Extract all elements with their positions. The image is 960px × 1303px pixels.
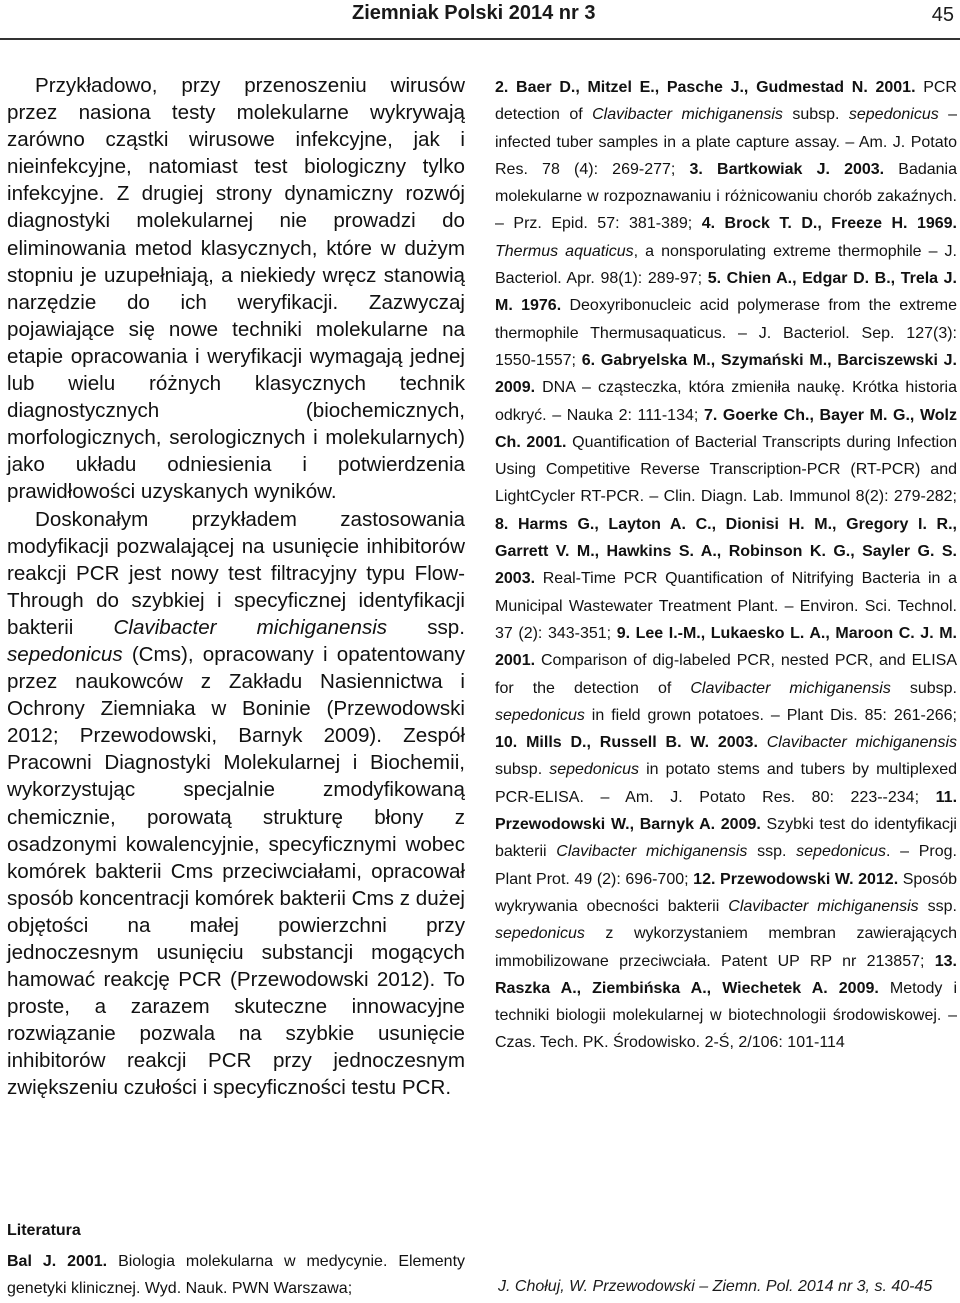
reference-item (495, 516, 957, 642)
page-number: 45 (931, 4, 954, 26)
reference-text: subsp. (890, 679, 957, 697)
reference-authors: Brock T. D., Freeze H. 1969. (724, 215, 957, 233)
header-rule (0, 38, 960, 40)
reference-species: Clavibacter michiganensis (556, 843, 748, 861)
reference-number: 7. (703, 406, 718, 424)
para2-text-c: (Cms), opracowany i opatentowany przez naukowców z Zakładu Nasiennictwa i Ochrony Ziemniaka w Boninie (Przewodowski 2012; Przewodowski, Barnyk 2009). Zespół Pracowni Diagnostyki Molekularnej i Biochemii, wykorzystując specjalnie zmodyfikowaną chemicznie, porowatą strukturę błony z osadzonymi kowalencyjnie, specyficznymi wobec komórek bakterii Cms przeciwciałami, opracował sposób koncentracji komórek bakterii Cms z dużej objętości na małej powierzchni przy jednoczesnym usunięciu substancji mogących hamować reakcję PCR (Przewodowski 2012). To proste, a zarazem skuteczne innowacyjne rozwiązanie pozwala na szybkie usunięcie inhibitorów reakcji PCR przy jednoczesnym zwiększeniu czułości i specyficzności testu PCR. (7, 642, 465, 1100)
reference-text: . – Prog. Plant Prot. 49 (2): 696-700; (495, 843, 957, 888)
reference-1-text: Biologia molekularna w medycynie. Elementy genetyki klinicznej. Wyd. Nauk. PWN Warszawa; (7, 1253, 466, 1297)
literature-heading: Literatura (7, 1222, 81, 1239)
reference-number: 5. (707, 270, 722, 288)
reference-subspecies: sepedonicus (796, 843, 886, 861)
left-column (7, 72, 465, 1102)
reference-text: Metody i techniki biologii molekularnej w biotechnologii środowiskowej. – Czas. Tech. PK. Środowisko. 2-Ś, 2/106: 101-114 (495, 979, 957, 1052)
reference-text: , a nonsporulating extreme thermophile – J. Bacteriol. Apr. 98(1): 289-97; (495, 242, 958, 288)
reference-text: subsp. (782, 106, 849, 124)
reference-species: Clavibacter michiganensis (690, 679, 891, 697)
reference-text: subsp. (495, 761, 550, 779)
reference-text: DNA – cząsteczka, która zmieniła naukę. Krótka historia odkryć. – Nauka 2: 111-134; (495, 379, 957, 424)
reference-number: 8. (495, 515, 509, 533)
reference-text: Deoxyribonucleic acid polymerase from the extreme thermophile Thermusaquaticus. – J. Bacteriol. Sep. 127(3): 1550-1557; (495, 297, 957, 369)
reference-number: 13. (934, 952, 957, 970)
reference-subspecies: sepedonicus (495, 925, 585, 943)
para2-text-b: ssp. (387, 615, 465, 639)
reference-authors: Gabryelska M., Szymański M., Barciszewski J. 2009. (495, 351, 958, 397)
reference-text: – infected tuber samples in a plate capture assay. – Am. J. Potato Res. 78 (4): 269-277; (495, 106, 958, 178)
para2-subspecies: sepedonicus (7, 642, 123, 666)
reference-species: Thermus aquaticus (495, 242, 634, 260)
reference-subspecies: sepedonicus (495, 706, 585, 724)
para2-species: Clavibacter michiganensis (113, 615, 388, 639)
reference-number: 4. (701, 215, 716, 233)
reference-subspecies: sepedonicus (549, 761, 640, 779)
reference-text: in field grown potatoes. – Plant Dis. 85: 261-266; (584, 706, 957, 724)
reference-text: Real-Time PCR Quantification of Nitrifying Bacteria in a Municipal Wastewater Treatment Plant. – Environ. Sci. Technol. 37 (2): 343-351; (495, 570, 957, 642)
reference-authors: Lee I.-M., Lukaesko L. A., Maroon C. J. M. 2001. (495, 624, 957, 670)
reference-text: ssp. (747, 843, 797, 861)
reference-text: z wykorzystaniem membran zawierających immobilizowane przeciwciała. Patent UP RP nr 213857; (495, 925, 957, 970)
reference-text: in potato stems and tubers by multiplexed PCR-ELISA. – Am. J. Potato Res. 80: 223--234; (495, 761, 958, 806)
reference-number: 9. (616, 624, 631, 642)
right-column-references (495, 74, 957, 1057)
reference-authors: Raszka A., Ziembińska A., Wiechetek A. 2009. (495, 979, 879, 997)
reference-authors: Bartkowiak J. 2003. (717, 160, 885, 178)
reference-1 (7, 1248, 465, 1302)
reference-text: Quantification of Bacterial Transcripts during Infection Using Competitive Reverse Transcription-PCR (RT-PCR) and LightCycler RT-PCR. – Clin. Diagn. Lab. Immunol 8(2): 279-282; (495, 433, 957, 506)
body-paragraph-2 (7, 506, 465, 1102)
reference-text (758, 734, 767, 751)
reference-1-authors: Bal J. 2001. (7, 1253, 108, 1270)
para2-text-a: Doskonałym przykładem zastosowania modyfikacji pozwalającej na usunięcie inhibitorów reakcji PCR jest nowy test filtracyjny typu Flow-Through do szybkiej i specyficznej identyfikacji bakterii (7, 507, 465, 639)
reference-species: Clavibacter michiganensis (728, 897, 919, 915)
reference-authors: Harms G., Layton A. C., Dionisi H. M., Gregory I. R., Garrett V. M., Hawkins S. A., Robinson K. G., Sayler G. S. 2003. (495, 515, 957, 588)
reference-subspecies: sepedonicus (848, 106, 939, 124)
body-paragraph-1: Przykładowo, przy przenoszeniu wirusów przez nasiona testy molekularne wykrywają zarówno cząstki wirusowe infekcyjne, jak i nieinfekcyjne, natomiast test biologiczny tylko infekcyjne. Z drugiej strony dynamiczny rozwój diagnostyki molekularnej nie prowadzi do eliminowania metod klasycznych, które w dużym stopniu je uzupełniają, a niekiedy wręcz stanowią narzędzie do ich weryfikacji. Zazwyczaj pojawiające się nowe techniki molekularne na etapie opracowania i weryfikacji wymagają jednej lub wielu różnych klasycznych technik diagnostycznych (biochemicznych, morfologicznych, serologicznych i molekularnych) jako układu odniesienia i potwierdzenia prawidłowości uzyskanych wyników. (7, 74, 465, 504)
reference-number: 3. (689, 160, 703, 178)
reference-authors: Goerke Ch., Bayer M. G., Wolz Ch. 2001. (495, 406, 957, 451)
reference-text: PCR detection of (495, 79, 957, 124)
reference-species: Clavibacter michiganensis (592, 106, 783, 124)
reference-text: Sposób wykrywania obecności bakterii (495, 870, 958, 915)
reference-text: Comparison of dig-labeled PCR, nested PCR, and ELISA for the detection of (495, 652, 957, 697)
reference-authors: Baer D., Mitzel E., Pasche J., Gudmestad N. 2001. (516, 79, 916, 96)
reference-authors: Przewodowski W. 2012. (720, 870, 899, 888)
reference-number: 12. (693, 870, 716, 888)
reference-text: Badania molekularne w rozpoznawaniu i różnicowaniu chorób zakaźnych. – Prz. Epid. 57: 381-389; (495, 160, 958, 233)
reference-number: 6. (581, 351, 596, 369)
reference-item (495, 734, 957, 806)
reference-number: 10. (495, 734, 518, 752)
reference-text: Szybki test do identyfikacji bakterii (495, 816, 957, 861)
reference-authors: Mills D., Russell B. W. 2003. (526, 734, 758, 752)
reference-number: 11. (935, 788, 958, 806)
reference-authors: Chien A., Edgar D. B., Trela J. M. 1976. (495, 270, 957, 315)
reference-authors: Przewodowski W., Barnyk A. 2009. (495, 816, 761, 834)
footer-citation: J. Chołuj, W. Przewodowski – Ziemn. Pol. 2014 nr 3, s. 40-45 (498, 1278, 933, 1295)
reference-species: Clavibacter michiganensis (766, 734, 957, 752)
reference-text: ssp. (918, 897, 957, 915)
reference-number: 2. (495, 79, 509, 96)
journal-title: Ziemniak Polski 2014 nr 3 (352, 2, 596, 24)
